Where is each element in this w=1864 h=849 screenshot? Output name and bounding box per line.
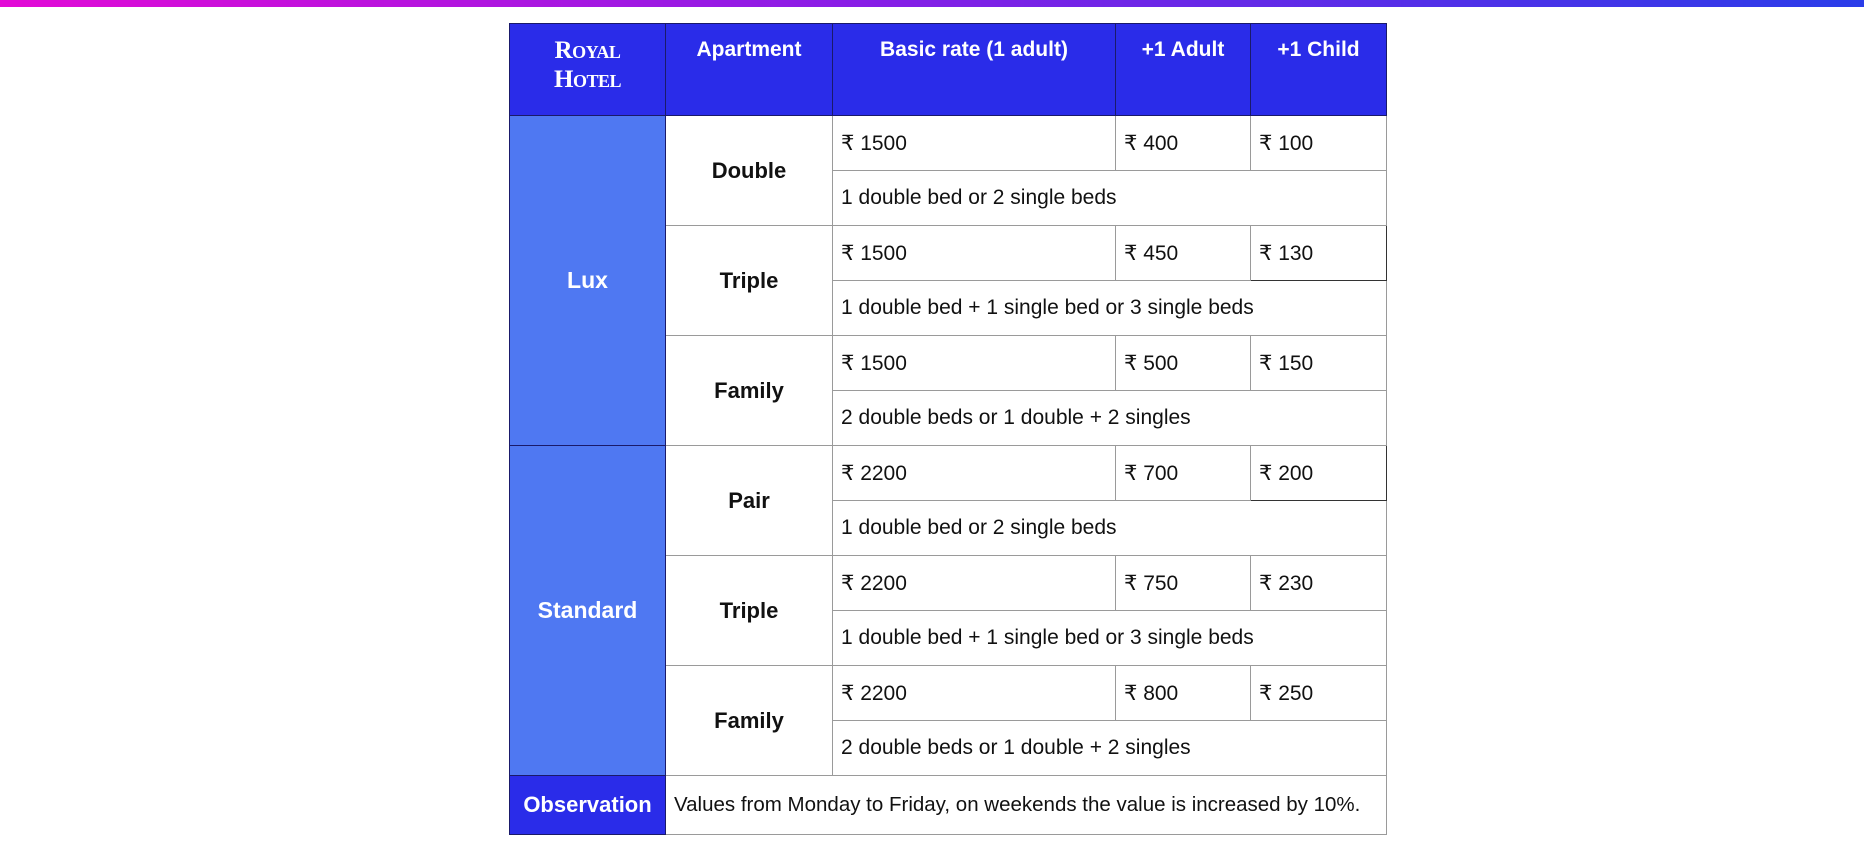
basic-rate-cell: ₹ 2200 (833, 556, 1116, 611)
basic-rate-cell: ₹ 2200 (833, 666, 1116, 721)
child-rate-cell: ₹ 130 (1251, 226, 1387, 281)
apartment-type: Triple (666, 226, 833, 336)
apartment-type: Double (666, 116, 833, 226)
observation-label: Observation (510, 776, 666, 835)
top-gradient-bar (0, 0, 1864, 7)
adult-rate-cell: ₹ 500 (1116, 336, 1251, 391)
child-rate-cell: ₹ 230 (1251, 556, 1387, 611)
apartment-type: Triple (666, 556, 833, 666)
basic-rate-cell: ₹ 1500 (833, 116, 1116, 171)
bed-description: 1 double bed or 2 single beds (833, 501, 1387, 556)
logo-line-2: Hotel (554, 66, 621, 93)
basic-rate-cell: ₹ 1500 (833, 226, 1116, 281)
adult-rate-cell: ₹ 400 (1116, 116, 1251, 171)
basic-rate-cell: ₹ 2200 (833, 446, 1116, 501)
child-rate-cell: ₹ 200 (1251, 446, 1387, 501)
rate-table (509, 23, 1387, 835)
header-basic-rate: Basic rate (1 adult) (833, 24, 1116, 116)
adult-rate-cell: ₹ 800 (1116, 666, 1251, 721)
table-row (510, 116, 1387, 171)
observation-row (510, 776, 1387, 835)
table-row (510, 446, 1387, 501)
logo-line-1: Royal (554, 37, 621, 64)
category-standard: Standard (510, 446, 666, 776)
apartment-type: Family (666, 666, 833, 776)
header-apartment: Apartment (666, 24, 833, 116)
basic-rate-cell: ₹ 1500 (833, 336, 1116, 391)
child-rate-cell: ₹ 150 (1251, 336, 1387, 391)
hotel-logo (510, 24, 666, 116)
child-rate-cell: ₹ 100 (1251, 116, 1387, 171)
header-row (510, 24, 1387, 116)
apartment-type: Pair (666, 446, 833, 556)
bed-description: 2 double beds or 1 double + 2 singles (833, 721, 1387, 776)
child-rate-cell: ₹ 250 (1251, 666, 1387, 721)
adult-rate-cell: ₹ 450 (1116, 226, 1251, 281)
header-plus-adult: +1 Adult (1116, 24, 1251, 116)
observation-text: Values from Monday to Friday, on weekends the value is increased by 10%. (666, 776, 1387, 835)
bed-description: 1 double bed + 1 single bed or 3 single beds (833, 611, 1387, 666)
adult-rate-cell: ₹ 700 (1116, 446, 1251, 501)
bed-description: 1 double bed + 1 single bed or 3 single beds (833, 281, 1387, 336)
bed-description: 1 double bed or 2 single beds (833, 171, 1387, 226)
apartment-type: Family (666, 336, 833, 446)
bed-description: 2 double beds or 1 double + 2 singles (833, 391, 1387, 446)
adult-rate-cell: ₹ 750 (1116, 556, 1251, 611)
category-lux: Lux (510, 116, 666, 446)
header-plus-child: +1 Child (1251, 24, 1387, 116)
